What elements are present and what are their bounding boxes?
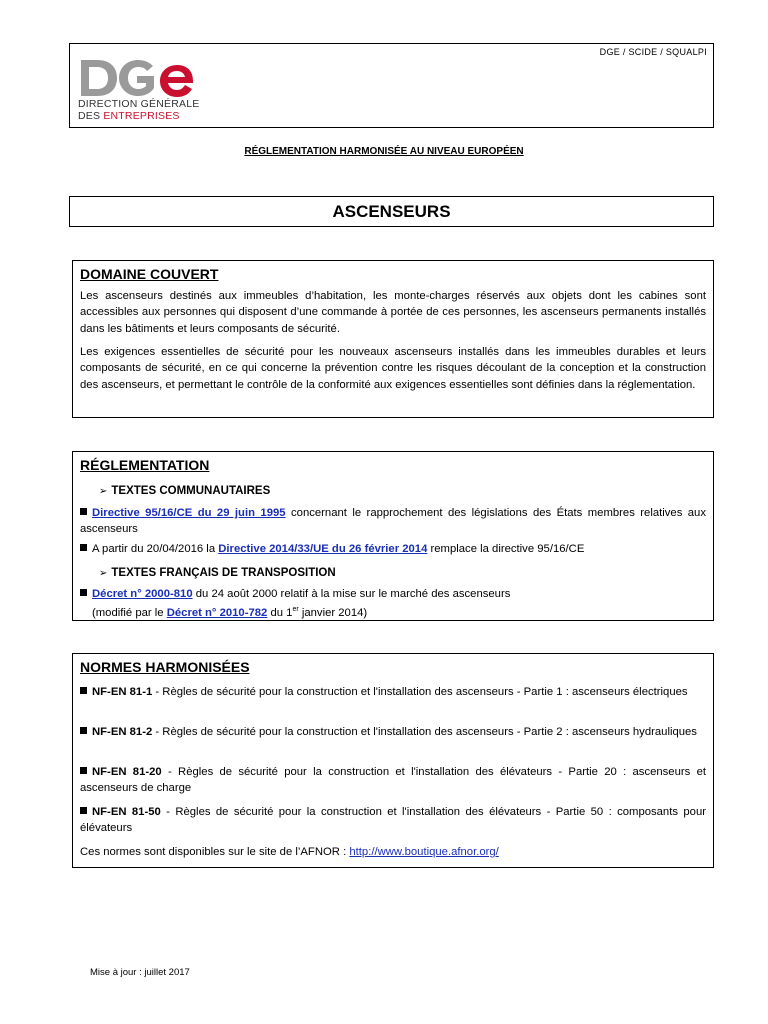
dge-logo-icon [77, 56, 195, 98]
directive-2014-33-link[interactable]: Directive 2014/33/UE du 26 février 2014 [218, 543, 428, 555]
list-item: NF-EN 81-1 - Règles de sécurité pour la construction et l'installation des ascenseurs - Partie 1 : ascenseurs électriques [80, 684, 706, 700]
dge-logo [77, 56, 202, 124]
afnor-link[interactable]: http://www.boutique.afnor.org/ [349, 846, 499, 858]
document-subtitle: RÉGLEMENTATION HARMONISÉE AU NIVEAU EUROPÉEN [244, 146, 524, 157]
list-item: NF-EN 81-20 - Règles de sécurité pour la construction et l'installation des élévateurs - Partie 20 : ascenseurs et ascenseurs de charge [80, 766, 707, 795]
square-bullet-icon [80, 687, 87, 694]
title-box [69, 196, 714, 227]
logo-line-1: DIRECTION GÉNÉRALE [78, 98, 200, 110]
logo-line-2: DES ENTREPRISES [78, 110, 180, 122]
section-heading: DOMAINE COUVERT [80, 266, 219, 282]
section-reglementation [72, 451, 714, 621]
square-bullet-icon [80, 544, 87, 551]
document-reference: DGE / SCIDE / SQUALPI [599, 47, 707, 57]
sub-heading-transposition: ➢ TEXTES FRANÇAIS DE TRANSPOSITION [99, 567, 336, 579]
square-bullet-icon [80, 727, 87, 734]
list-item: Directive 95/16/CE du 29 juin 1995 concernant le rapprochement des législations des États membres relatives aux ascenseurs [80, 507, 706, 536]
decret-2010-782-link[interactable]: Décret n° 2010-782 [166, 607, 268, 620]
list-item: NF-EN 81-2 - Règles de sécurité pour la construction et l'installation des ascenseurs - Partie 2 : ascenseurs hydrauliques [80, 724, 706, 740]
decret-2000-810-link[interactable]: Décret n° 2000-810 [92, 588, 193, 600]
directive-95-16-link[interactable]: Directive 95/16/CE du 29 juin 1995 [92, 507, 286, 519]
section-heading: NORMES HARMONISÉES [80, 659, 250, 675]
section-domaine-couvert [72, 260, 714, 418]
update-date: Mise à jour : juillet 2017 [90, 967, 190, 978]
square-bullet-icon [80, 767, 87, 774]
section-heading: RÉGLEMENTATION [80, 457, 210, 473]
sub-heading-communautaires: ➢ TEXTES COMMUNAUTAIRES [99, 485, 271, 497]
domaine-paragraph-2: Les exigences essentielles de sécurité pour les nouveaux ascenseurs installés dans les immeubles durables et leurs composants de sécurité, en ce qui concerne la prévention contre les risques découlant de la conception et la construction des ascenseurs, et permettant le contrôle de la conformité aux exigences essentielles sont définies dans la réglementation. [80, 346, 706, 391]
square-bullet-icon [80, 589, 87, 596]
list-item: A partir du 20/04/2016 la Directive 2014/33/UE du 26 février 2014 remplace la directive 95/16/CE [80, 541, 706, 557]
afnor-note: Ces normes sont disponibles sur le site de l’AFNOR : http://www.boutique.afnor.org/ [80, 846, 499, 858]
arrow-bullet-icon: ➢ [99, 568, 108, 579]
header-box [69, 43, 714, 128]
square-bullet-icon [80, 807, 87, 814]
list-item: Décret n° 2000-810 du 24 août 2000 relatif à la mise sur le marché des ascenseurs (modifié par le Décret n° 2010-782 du 1er janvier 2014) [80, 586, 706, 622]
domaine-paragraph-1: Les ascenseurs destinés aux immeubles d’habitation, les monte-charges réservés aux objets dont les cabines sont accessibles aux personnes qui disposent d’une commande à portée de ces personnes, les ascenseurs permanents installés dans les bâtiments et leurs composants de sécurité. [80, 290, 706, 335]
list-item: NF-EN 81-50 - Règles de sécurité pour la construction et l'installation des élévateurs - Partie 50 : composants pour élévateurs [80, 806, 707, 835]
section-normes-harmonisees [72, 653, 714, 868]
page-title: ASCENSEURS [332, 202, 451, 221]
arrow-bullet-icon: ➢ [99, 486, 108, 497]
square-bullet-icon [80, 508, 87, 515]
